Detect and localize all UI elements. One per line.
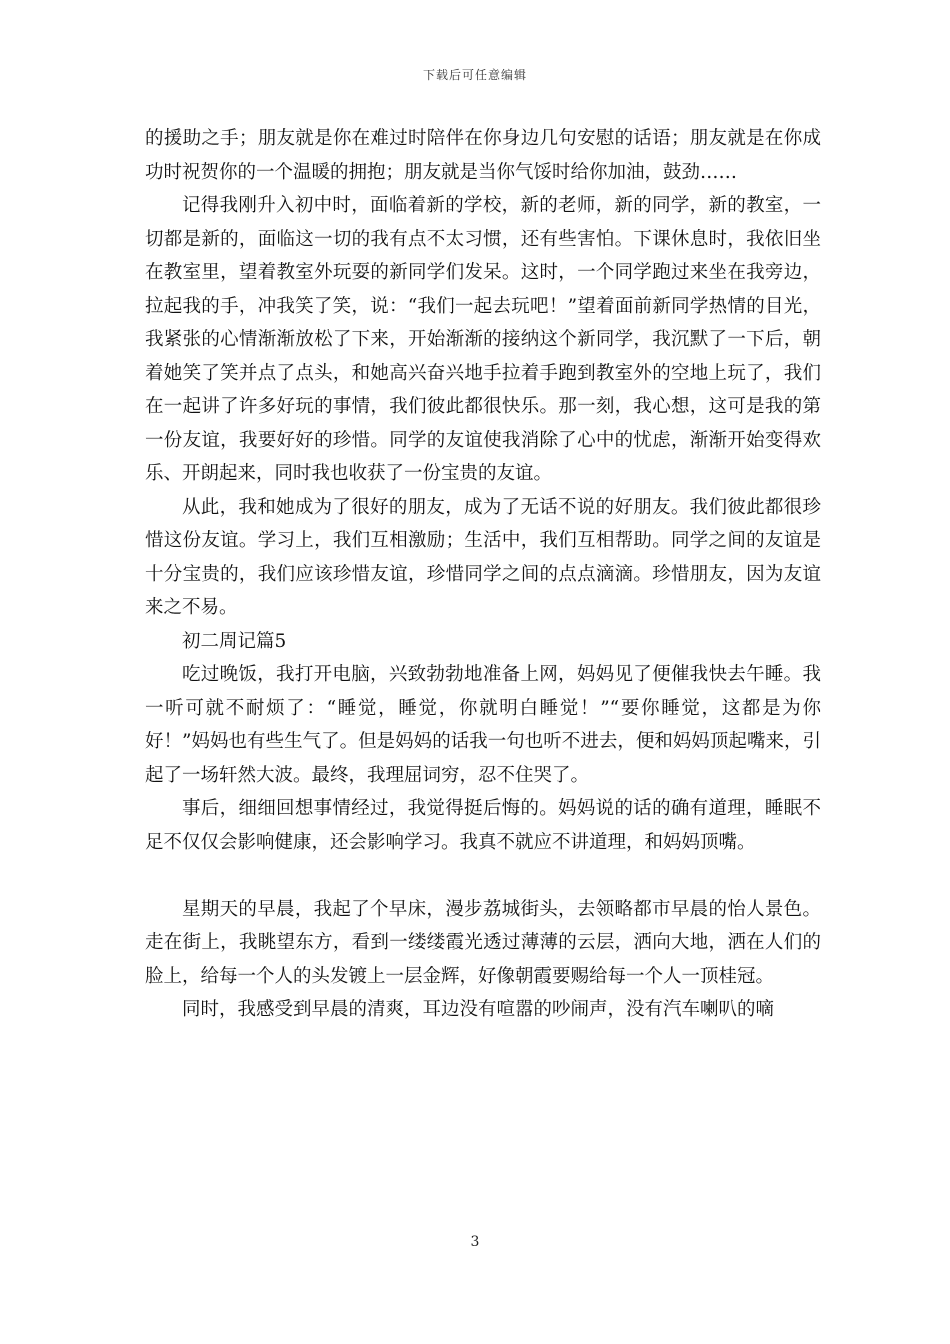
paragraph-gap (145, 859, 821, 893)
document-body (145, 122, 821, 1027)
page-number: 3 (470, 1234, 480, 1250)
section-heading: 初二周记篇5 (182, 630, 287, 652)
paragraph-after-dinner: 吃过晚饭，我打开电脑，兴致勃勃地准备上网，妈妈见了便催我快去午睡。我一听可就不耐烦了：“睡觉，睡觉，你就明白睡觉！”“要你睡觉，这都是为你好！”妈妈也有些生气了。但是妈妈的话我一句也听不进去，便和妈妈顶起嘴来，引起了一场轩然大波。最终，我理屈词穷，忍不住哭了。 (145, 664, 821, 786)
paragraph-reflection: 事后，细细回想事情经过，我觉得挺后悔的。妈妈说的话的确有道理，睡眠不足不仅仅会影响健康，还会影响学习。我真不就应不讲道理，和妈妈顶嘴。 (145, 798, 821, 853)
paragraph-first-day-memory: 记得我刚升入初中时，面临着新的学校，新的老师，新的同学，新的教室，一切都是新的，面临这一切的我有点不太习惯，还有些害怕。下课休息时，我依旧坐在教室里，望着教室外玩耍的新同学们发呆。这时，一个同学跑过来坐在我旁边，拉起我的手，冲我笑了笑，说：“我们一起去玩吧！”望着面前新同学热情的目光，我紧张的心情渐渐放松了下来，开始渐渐的接纳这个新同学，我沉默了一下后，朝着她笑了笑并点了点头，和她高兴奋兴地手拉着手跑到教室外的空地上玩了，我们在一起讲了许多好玩的事情，我们彼此都很快乐。那一刻，我心想，这可是我的第一份友谊，我要好好的珍惜。同学的友谊使我消除了心中的忧虑，渐渐开始变得欢乐、开朗起来，同时我也收获了一份宝贵的友谊。 (145, 195, 821, 484)
paragraph-friendship-continued: 的援助之手；朋友就是你在难过时陪伴在你身边几句安慰的话语；朋友就是在你成功时祝贺你的一个温暖的拥抱；朋友就是当你气馁时给你加油，鼓劲…… (145, 128, 821, 183)
paragraph-morning-freshness: 同时，我感受到早晨的清爽，耳边没有喧嚣的吵闹声，没有汽车喇叭的嘀 (182, 999, 775, 1020)
paragraph-good-friends: 从此，我和她成为了很好的朋友，成为了无话不说的好朋友。我们彼此都很珍惜这份友谊。学习上，我们互相激励；生活中，我们互相帮助。同学之间的友谊是十分宝贵的，我们应该珍惜友谊，珍惜同学之间的点点滴滴。珍惜朋友，因为友谊来之不易。 (145, 496, 821, 618)
paragraph-sunday-morning: 星期天的早晨，我起了个早床，漫步荔城街头，去领略都市早晨的怡人景色。走在街上，我眺望东方，看到一缕缕霞光透过薄薄的云层，洒向大地，洒在人们的脸上，给每一个人的头发镀上一层金辉，好像朝霞要赐给每一个人一顶桂冠。 (145, 898, 821, 987)
header-note: 下载后可任意编辑 (422, 68, 527, 82)
